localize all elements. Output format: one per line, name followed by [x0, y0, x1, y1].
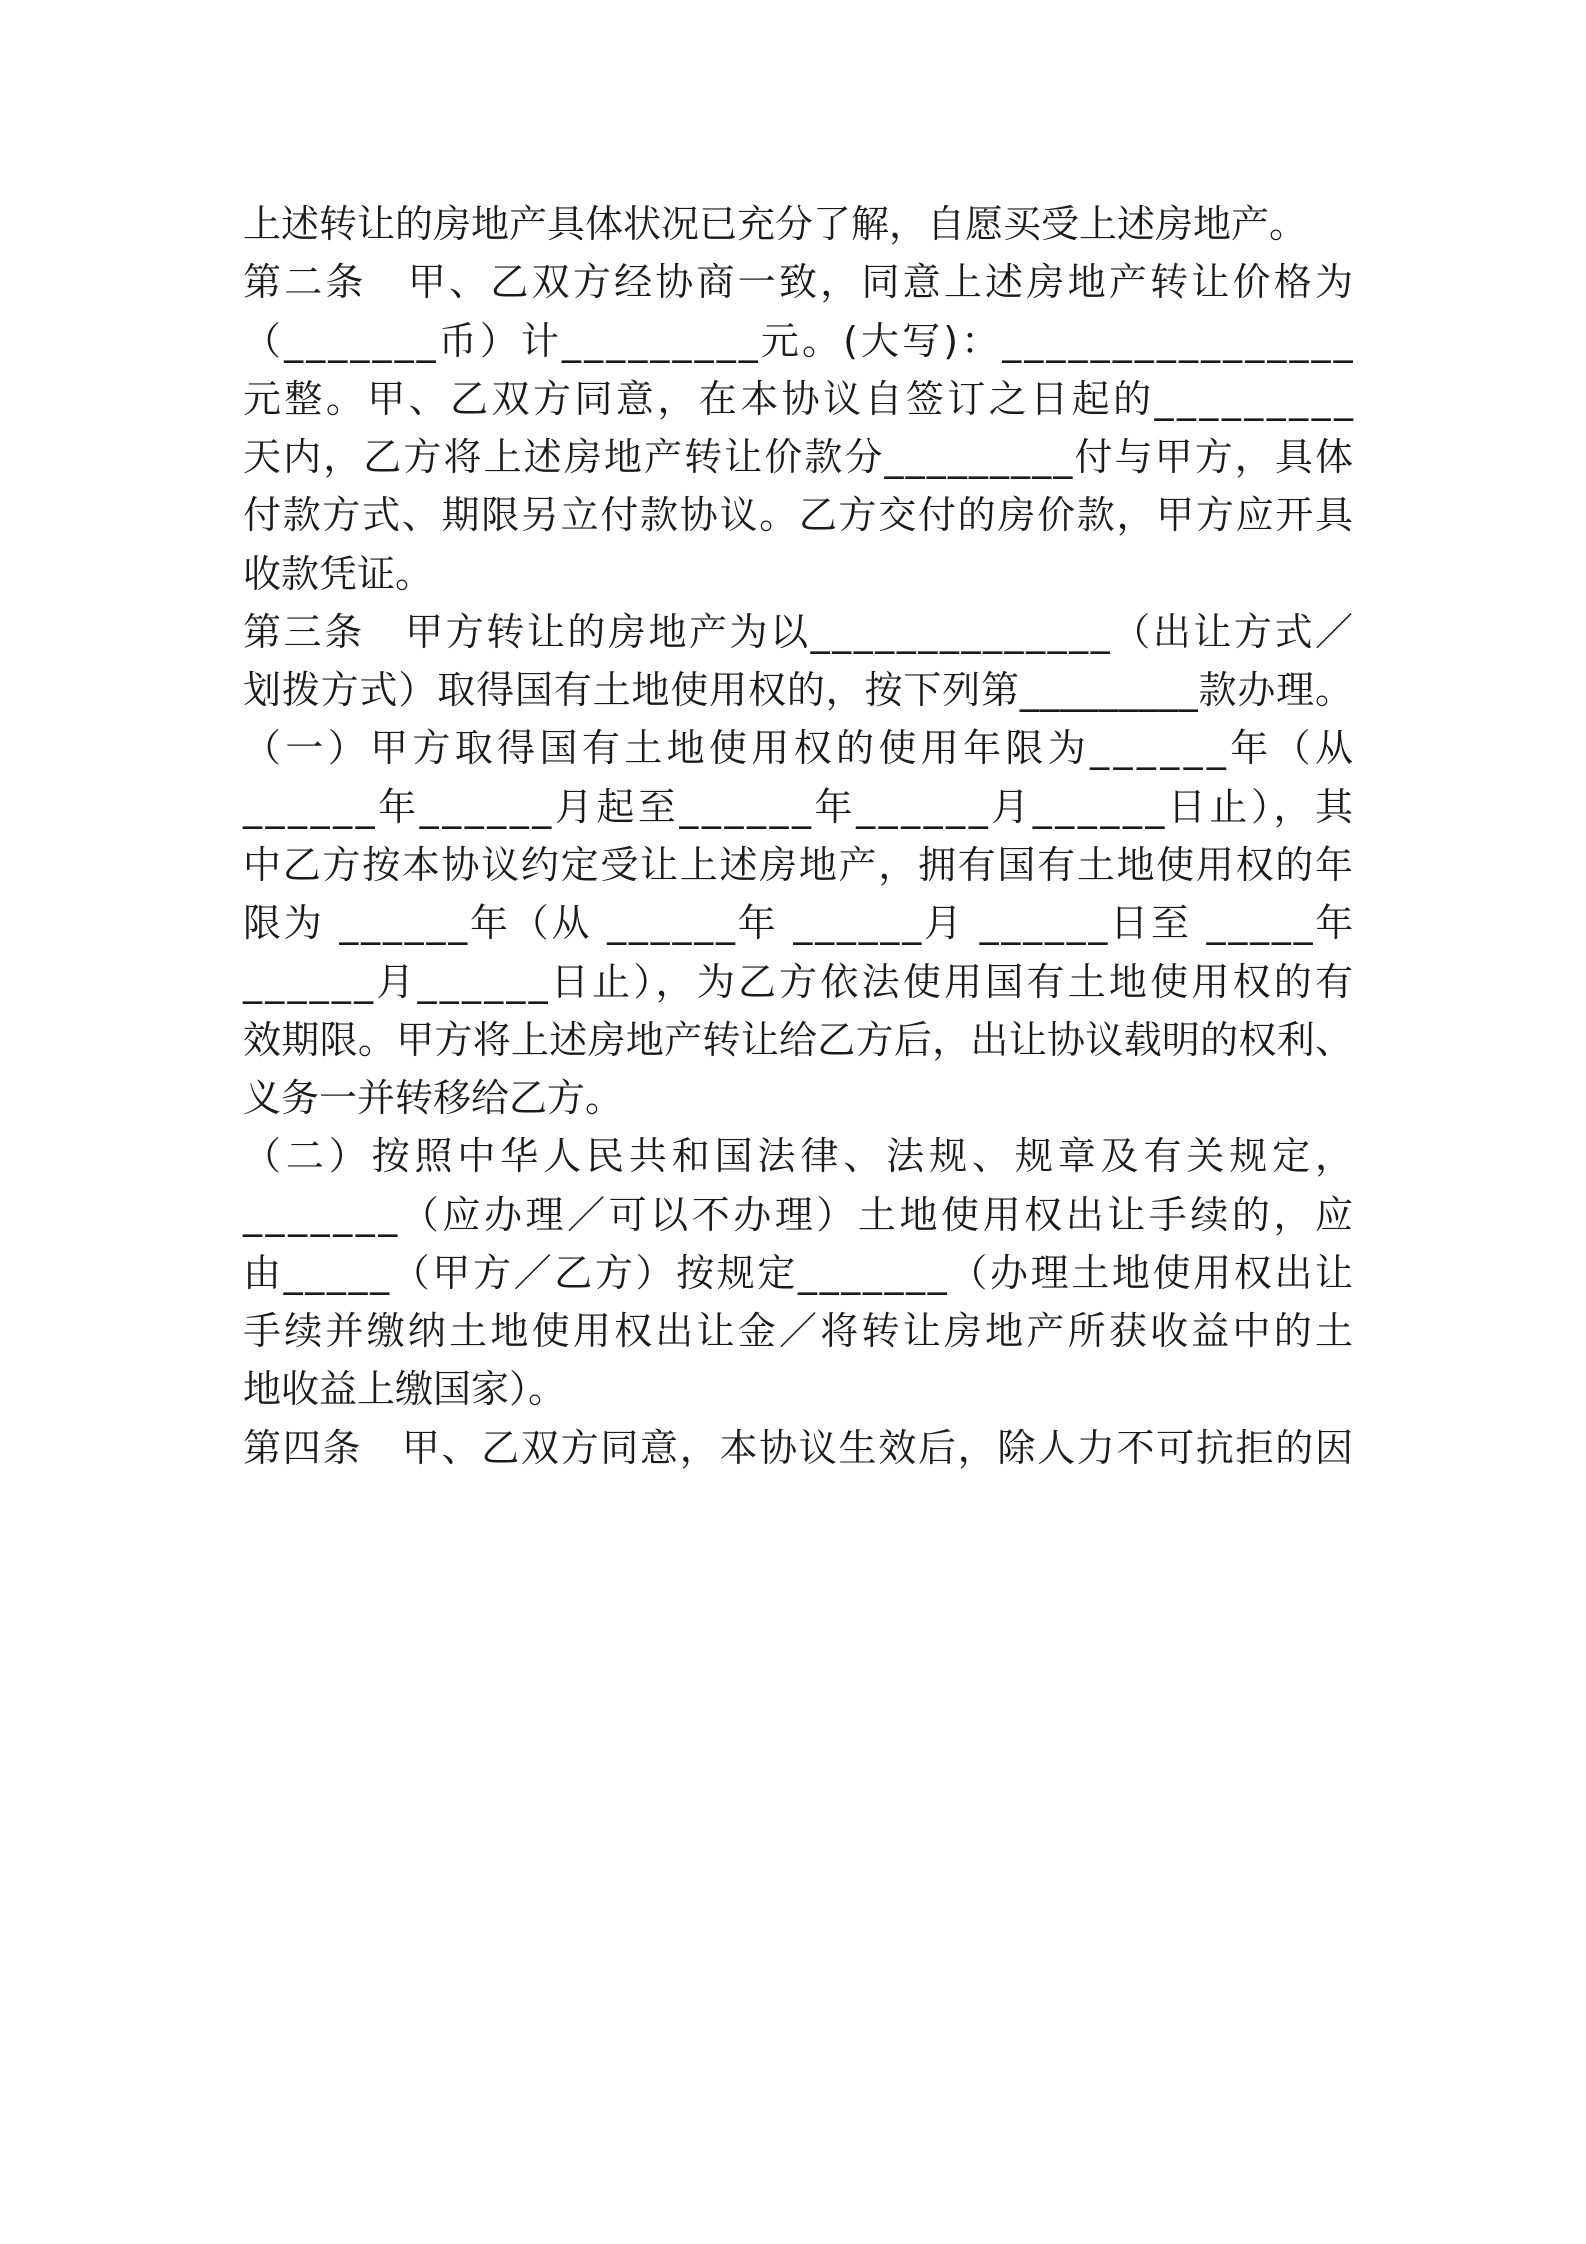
text-line: 元整。甲、乙双方同意，在本协议自签订之日起的_________ [243, 377, 1357, 421]
text-line: 天内，乙方将上述房地产转让价款分_________付与甲方，具体 [243, 435, 1356, 479]
text-line: 地收益上缴国家）。 [243, 1367, 567, 1411]
text-line: 义务一并转移给乙方。 [243, 1076, 624, 1120]
text-line: 付款方式、期限另立付款协议。乙方交付的房价款，甲方应开具 [243, 493, 1355, 537]
text-line: 效期限。甲方将上述房地产转让给乙方后，出让协议载明的权利、 [243, 1018, 1354, 1062]
text-line: 上述转让的房地产具体状况已充分了解，自愿买受上述房地产。 [243, 202, 1308, 246]
text-line: （_______币）计_________元。(大写)：________________ [243, 319, 1356, 363]
text-line: 限为 ______年（从 ______年 ______月 ______日至 _____年 [243, 901, 1357, 945]
text-line: 第四条 甲、乙双方同意，本协议生效后，除人力不可抗拒的因 [243, 1426, 1355, 1470]
text-line: 由_____（甲方／乙方）按规定_______（办理土地使用权出让 [243, 1251, 1356, 1295]
text-line: （二）按照中华人民共和国法律、法规、规章及有关规定， [243, 1134, 1358, 1178]
text-line: 手续并缴纳土地使用权出让金／将转让房地产所获收益中的土 [243, 1309, 1357, 1353]
text-line: ______年______月起至______年______月______日止），其 [243, 785, 1357, 829]
text-line: 中乙方按本协议约定受让上述房地产，拥有国有土地使用权的年 [243, 843, 1355, 887]
text-line: _______（应办理／可以不办理）土地使用权出让手续的，应 [243, 1193, 1357, 1237]
text-line: ______月______日止），为乙方依法使用国有土地使用权的有 [243, 960, 1357, 1004]
text-line: 第三条 甲方转让的房地产为以______________（出让方式／ [243, 610, 1356, 654]
text-line: （一）甲方取得国有土地使用权的使用年限为______年（从 [243, 726, 1358, 770]
text-line: 第二条 甲、乙双方经协商一致，同意上述房地产转让价格为 [243, 260, 1357, 304]
text-line: 收款凭证。 [243, 552, 434, 596]
text-line: 划拨方式）取得国有土地使用权的，按下列第_________款办理。 [243, 668, 1354, 712]
